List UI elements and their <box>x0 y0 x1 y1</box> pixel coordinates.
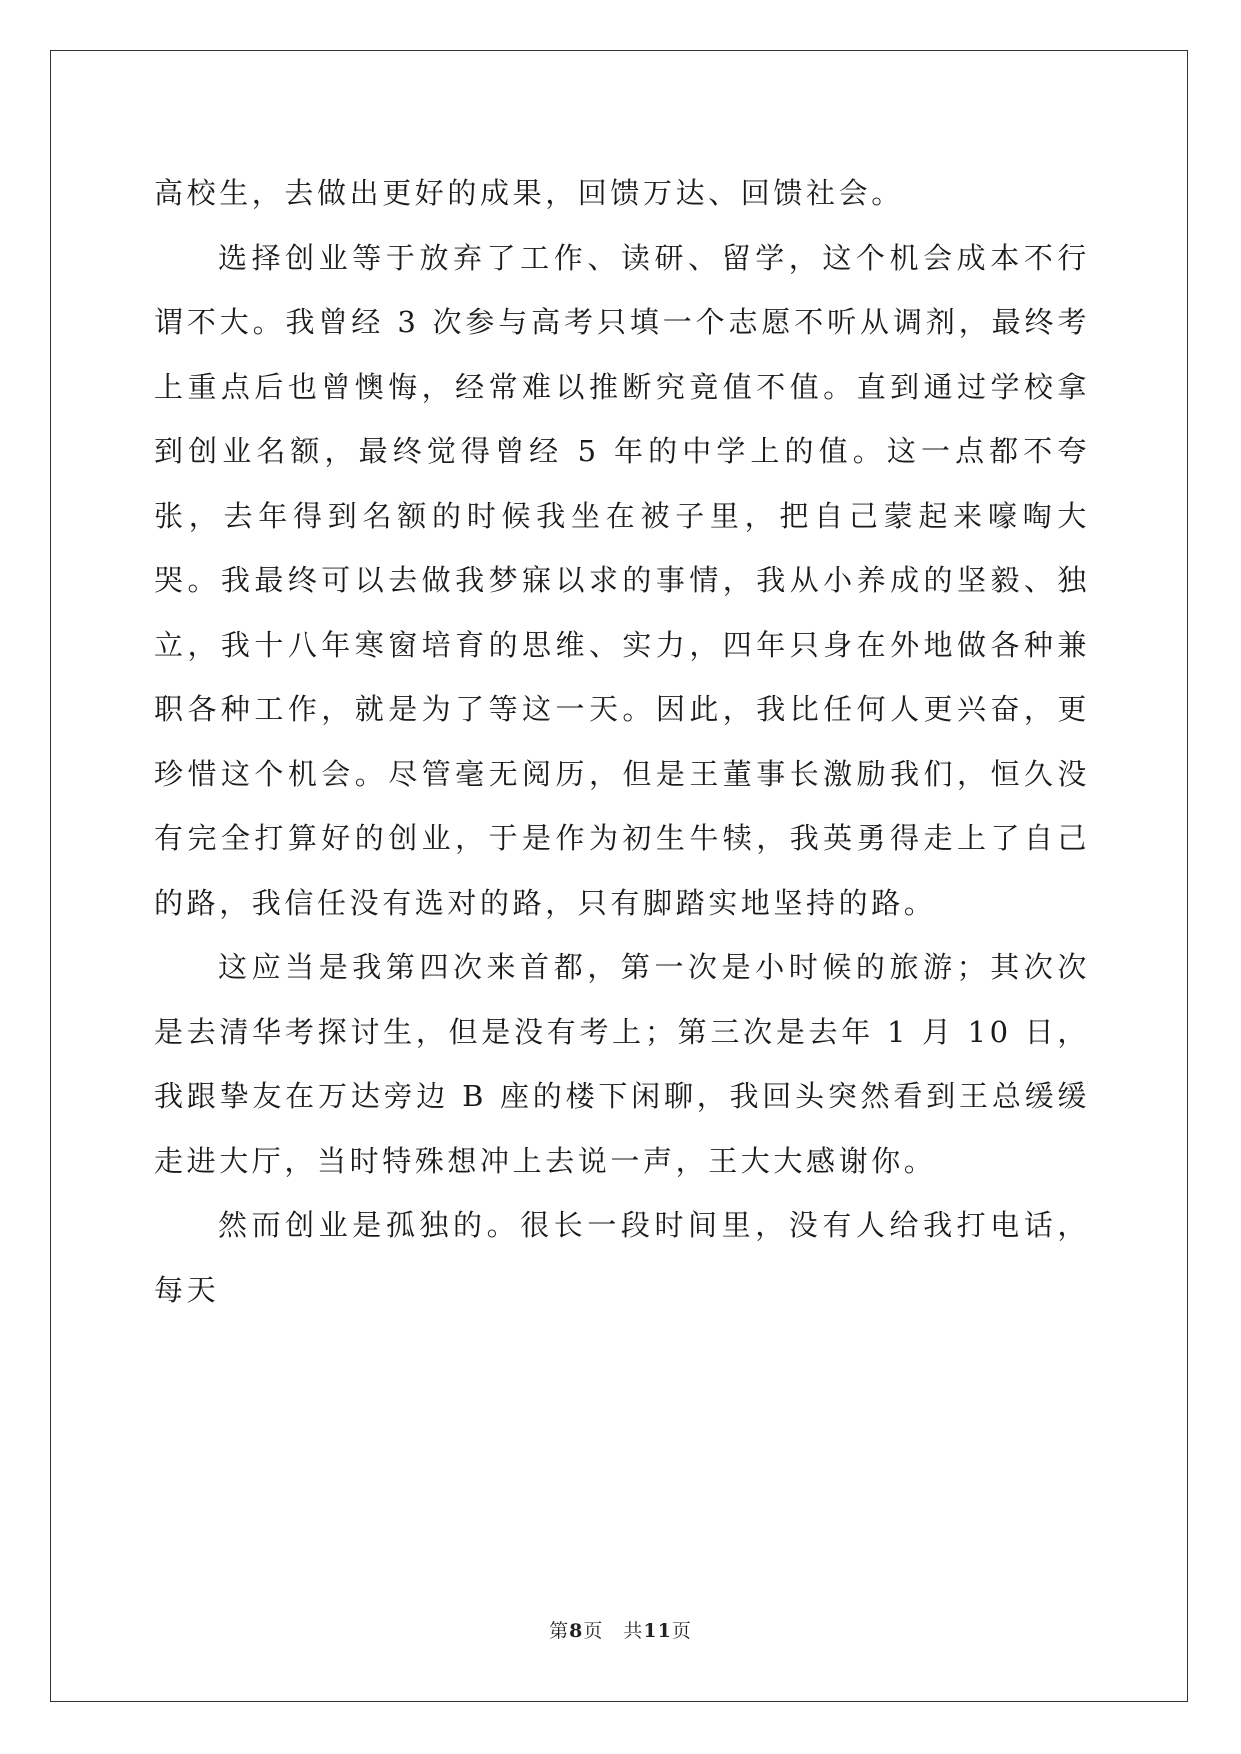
page-suffix: 页 <box>583 1620 604 1642</box>
paragraph-2: 选择创业等于放弃了工作、读研、留学，这个机会成本不行谓不大。我曾经 3 次参与高考只填一个志愿不听从调剂，最终考上重点后也曾懊悔，经常难以推断究竟值不值。直到通过学校拿到创业名额，最终觉得曾经 5 年的中学上的值。这一点都不夸张，去年得到名额的时候我坐在被子里，把自己蒙起来嚎啕大哭。我最终可以去做我梦寐以求的事情，我从小养成的坚毅、独立，我十八年寒窗培育的思维、实力，四年只身在外地做各种兼职各种工作，就是为了等这一天。因此，我比任何人更兴奋，更珍惜这个机会。尽管毫无阅历，但是王董事长激励我们，恒久没有完全打算好的创业，于是作为初生牛犊，我英勇得走上了自己的路，我信任没有选对的路，只有脚踏实地坚持的路。 <box>154 240 1090 920</box>
page-current-number: 8 <box>569 1620 584 1642</box>
paragraph-4: 然而创业是孤独的。很长一段时间里，没有人给我打电话，每天 <box>154 1208 1090 1307</box>
paragraph-3: 这应当是我第四次来首都，第一次是小时候的旅游；其次次是去清华考探讨生，但是没有考上；第三次是去年 1 月 10 日，我跟挚友在万达旁边 B 座的楼下闲聊，我回头突然看到王总缓缓走进大厅，当时特殊想冲上去说一声，王大大感谢你。 <box>154 950 1090 1178</box>
total-prefix: 共 <box>623 1620 644 1642</box>
page-footer <box>0 1616 1241 1643</box>
page-prefix: 第 <box>549 1620 570 1642</box>
total-suffix: 页 <box>671 1620 692 1642</box>
page-total-number: 11 <box>643 1620 672 1642</box>
document-body <box>154 161 1090 1322</box>
paragraph-1: 高校生，去做出更好的成果，回馈万达、回馈社会。 <box>154 176 904 210</box>
